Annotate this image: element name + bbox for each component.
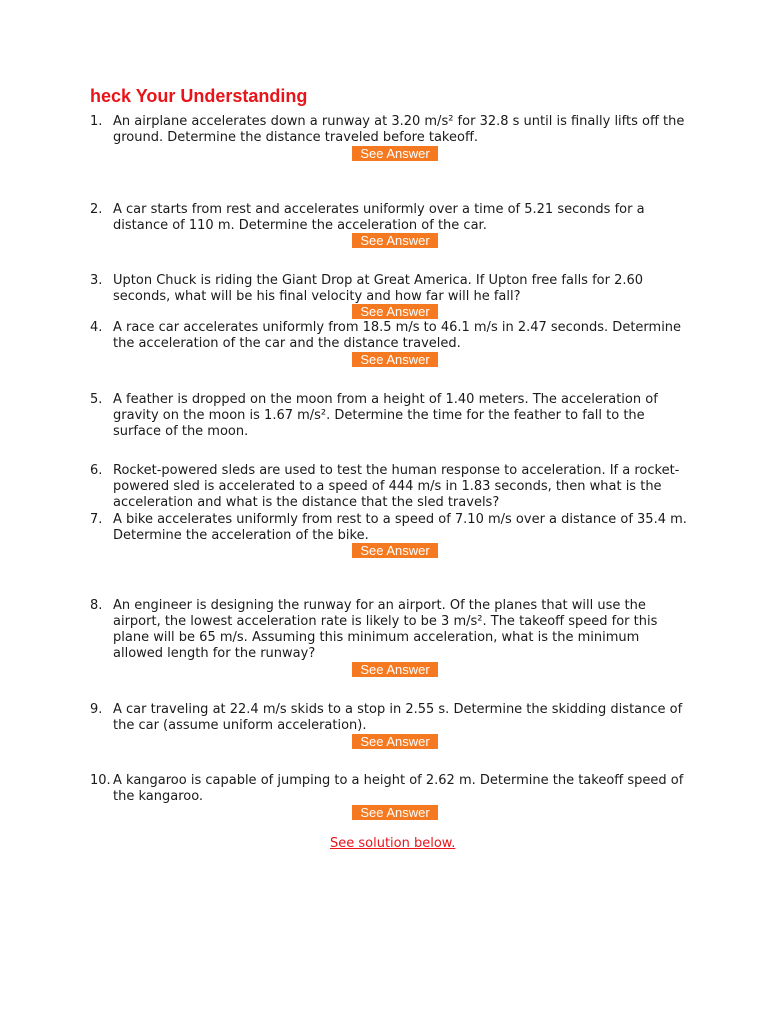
see-answer-button-10[interactable]: See Answer — [352, 805, 438, 820]
question-2 — [90, 202, 690, 234]
question-number: 2. — [90, 202, 103, 217]
question-number: 3. — [90, 273, 103, 288]
question-text: A car starts from rest and accelerates uniformly over a time of 5.21 seconds for a distance of 110 m. Determine the acceleration of the car. — [113, 202, 645, 233]
page-title: heck Your Understanding — [90, 86, 308, 106]
see-answer-button-7[interactable]: See Answer — [352, 543, 438, 558]
question-text: A car traveling at 22.4 m/s skids to a stop in 2.55 s. Determine the skidding distance of the car (assume uniform acceleration). — [113, 702, 683, 733]
question-number: 5. — [90, 392, 103, 407]
question-number: 4. — [90, 320, 103, 335]
question-number: 1. — [90, 114, 103, 129]
question-text: An airplane accelerates down a runway at 3.20 m/s² for 32.8 s until is finally lifts off the ground. Determine the distance traveled before takeoff. — [113, 114, 685, 145]
question-number: 6. — [90, 463, 103, 478]
question-7 — [90, 512, 690, 544]
question-9 — [90, 702, 690, 734]
see-answer-button-2[interactable]: See Answer — [352, 233, 438, 248]
question-1 — [90, 114, 690, 146]
question-number: 8. — [90, 598, 103, 613]
see-answer-button-8[interactable]: See Answer — [352, 662, 438, 677]
question-text: A kangaroo is capable of jumping to a height of 2.62 m. Determine the takeoff speed of the kangaroo. — [113, 773, 684, 804]
question-text: Rocket-powered sleds are used to test the human response to acceleration. If a rocket-powered sled is accelerated to a speed of 444 m/s in 1.83 seconds, then what is the acceleration and what is the distance that the sled travels? — [113, 463, 680, 510]
see-answer-button-3[interactable]: See Answer — [352, 304, 438, 319]
question-10 — [90, 773, 690, 805]
question-text: Upton Chuck is riding the Giant Drop at Great America. If Upton free falls for 2.60 seconds, what will be his final velocity and how far will he fall? — [113, 273, 644, 304]
question-8 — [90, 598, 690, 662]
question-text: A race car accelerates uniformly from 18.5 m/s to 46.1 m/s in 2.47 seconds. Determine the acceleration of the car and the distance traveled. — [113, 320, 682, 351]
question-number: 9. — [90, 702, 103, 717]
see-answer-button-1[interactable]: See Answer — [352, 146, 438, 161]
question-text: An engineer is designing the runway for an airport. Of the planes that will use the airport, the lowest acceleration rate is likely to be 3 m/s². The takeoff speed for this plane will be 65 m/s. Assuming this minimum acceleration, what is the minimum allowed length for the runway? — [113, 598, 658, 661]
see-answer-button-4[interactable]: See Answer — [352, 352, 438, 367]
question-text: A feather is dropped on the moon from a height of 1.40 meters. The acceleration of gravity on the moon is 1.67 m/s². Determine the time for the feather to fall to the surface of the moon. — [113, 392, 658, 439]
see-answer-button-9[interactable]: See Answer — [352, 734, 438, 749]
question-text: A bike accelerates uniformly from rest to a speed of 7.10 m/s over a distance of 35.4 m. Determine the acceleration of the bike. — [113, 512, 687, 543]
question-6 — [90, 463, 690, 511]
question-number: 10. — [90, 773, 111, 788]
question-number: 7. — [90, 512, 103, 527]
question-4 — [90, 320, 690, 352]
see-solution-link[interactable]: See solution below. — [330, 836, 456, 851]
question-3 — [90, 273, 690, 305]
question-5 — [90, 392, 690, 440]
